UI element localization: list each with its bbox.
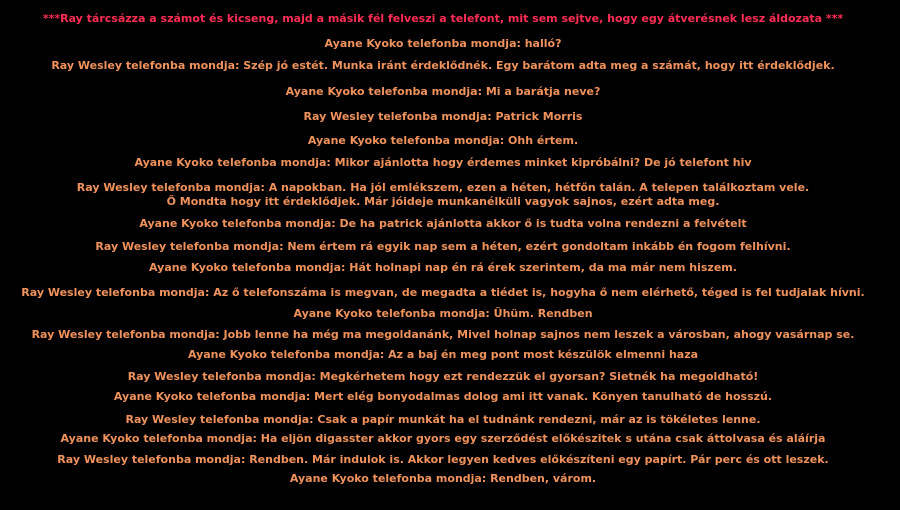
dialogue-line-4: Ray Wesley telefonba mondja: Patrick Morris [303, 110, 583, 123]
dialogue-line-2: Ray Wesley telefonba mondja: Szép jó estét. Munka iránt érdeklődnék. Egy barátom adta meg a számát, hogy itt érdeklődjek. [51, 59, 835, 72]
dialogue-line-8: Ayane Kyoko telefonba mondja: De ha patrick ajánlotta akkor ő is tudta volna rendezni a felvételt [139, 217, 747, 230]
dialogue-line-10: Ayane Kyoko telefonba mondja: Hát holnapi nap én rá érek szerintem, da ma már nem hiszem. [149, 261, 737, 274]
dialogue-line-3: Ayane Kyoko telefonba mondja: Mi a barátja neve? [285, 85, 601, 98]
narration-line: ***Ray tárcsázza a számot és kicseng, majd a másik fél felveszi a telefont, mit sem sejtve, hogy egy átverésnek lesz áldozata *** [42, 12, 844, 25]
dialogue-line-11: Ray Wesley telefonba mondja: Az ő telefonszáma is megvan, de megadta a tiédet is, hogyha ő nem elérhető, téged is fel tudjalak hívni. [21, 286, 865, 299]
dialogue-line-19: Ray Wesley telefonba mondja: Rendben. Már indulok is. Akkor legyen kedves előkészíteni egy papírt. Pár perc és ott leszek. [57, 453, 829, 466]
dialogue-line-17: Ray Wesley telefonba mondja: Csak a papír munkát ha el tudnánk rendezni, már az is tökéletes lenne. [125, 413, 761, 426]
dialogue-line-20: Ayane Kyoko telefonba mondja: Rendben, várom. [289, 472, 597, 485]
dialogue-line-1: Ayane Kyoko telefonba mondja: halló? [324, 37, 562, 50]
dialogue-line-12: Ayane Kyoko telefonba mondja: Ühüm. Rendben [293, 307, 593, 320]
dialogue-line-15: Ray Wesley telefonba mondja: Megkérhetem hogy ezt rendezzük el gyorsan? Sietnék ha megoldható! [127, 370, 759, 383]
dialogue-line-6: Ayane Kyoko telefonba mondja: Mikor ajánlotta hogy érdemes minket kipróbálni? De jó telefont hiv [134, 156, 752, 169]
dialogue-line-7: Ray Wesley telefonba mondja: A napokban. Ha jól emlékszem, ezen a héten, hétfőn talán. A telepen találkoztam vele. Ő Mondta hogy itt érdeklődjek. Már jóideje munkanélküli vagyok sajnos, ezért adta meg. [76, 181, 810, 208]
dialogue-line-9: Ray Wesley telefonba mondja: Nem értem rá egyik nap sem a héten, ezért gondoltam inkább én fogom felhívni. [95, 240, 791, 253]
dialogue-line-18: Ayane Kyoko telefonba mondja: Ha eljön digasster akkor gyors egy szerződést előkészitek s utána csak áttolvasa és aláírja [60, 432, 826, 445]
dialogue-line-13: Ray Wesley telefonba mondja: Jobb lenne ha még ma megoldanánk, Mivel holnap sajnos nem leszek a városban, ahogy vasárnap se. [31, 328, 855, 341]
dialogue-line-14: Ayane Kyoko telefonba mondja: Az a baj én meg pont most készülök elmenni haza [187, 348, 699, 361]
dialogue-line-5: Ayane Kyoko telefonba mondja: Ohh értem. [307, 134, 579, 147]
dialogue-line-16: Ayane Kyoko telefonba mondja: Mert elég bonyodalmas dolog ami itt vanak. Könyen tanulható de hosszú. [113, 390, 773, 403]
